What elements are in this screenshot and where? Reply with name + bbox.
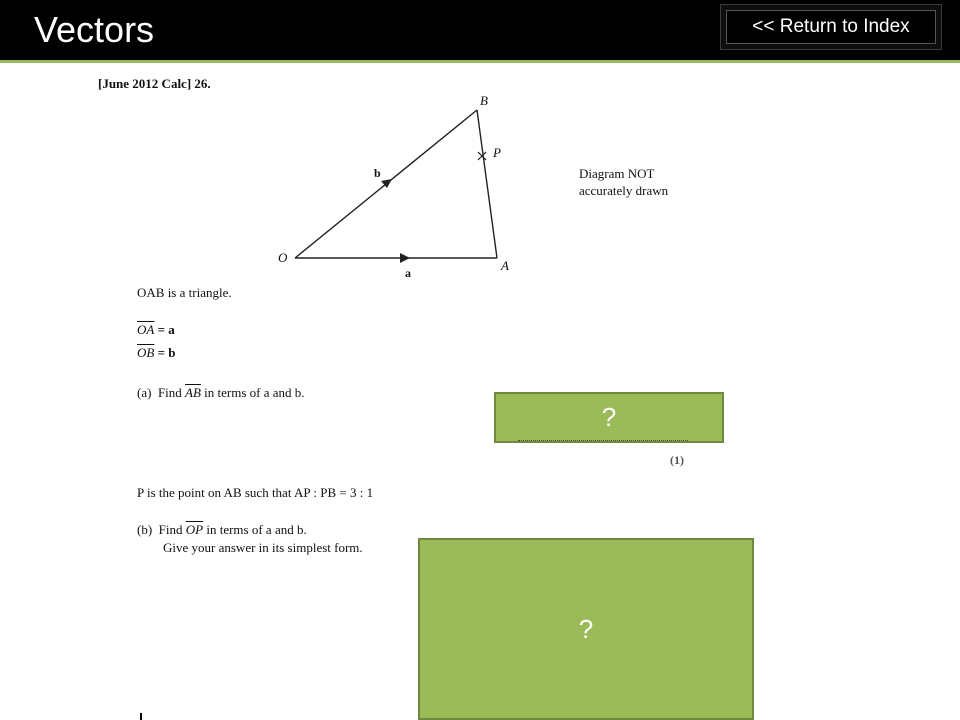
ob-value: = b [157, 345, 176, 360]
oa-vector: $\overline{OA}$ [137, 322, 155, 337]
return-to-index-label: << Return to Index [726, 10, 936, 44]
part-b-label: (b) [137, 522, 153, 537]
part-b-rest: in terms of a and b. [206, 522, 307, 537]
question-header: [June 2012 Calc] 26. [98, 76, 211, 91]
oa-value: = a [157, 322, 175, 337]
label-b: B [480, 93, 488, 108]
part-b-prompt [137, 522, 307, 538]
label-a: A [501, 258, 509, 273]
part-a-label: (a) [137, 385, 152, 400]
part-b-line2: Give your answer in its simplest form. [163, 540, 363, 555]
part-a-marks: (1) [670, 453, 684, 467]
oa-definition [137, 322, 175, 338]
label-p: P [493, 145, 501, 160]
ob-definition [137, 345, 175, 361]
ratio-text: P is the point on AB such that AP : PB = 3 : 1 [137, 485, 374, 500]
part-b-vector: $\overline{OP}$ [185, 522, 204, 537]
part-b-answer-reveal-button[interactable]: ? [418, 538, 754, 720]
part-a-rest: in terms of a and b. [204, 385, 305, 400]
ob-vector: $\overline{OB}$ [137, 345, 155, 360]
part-a-vector: $\overline{AB}$ [185, 385, 201, 400]
label-vector-b: b [374, 166, 381, 180]
intro-text: OAB is a triangle. [137, 285, 232, 300]
triangle-diagram [260, 88, 530, 288]
part-b-find: Find [158, 522, 183, 537]
arrow-a-icon [400, 253, 410, 263]
side-ab [477, 110, 497, 258]
page-mark [140, 713, 142, 720]
slide-title: Vectors [34, 9, 155, 50]
part-a-prompt [137, 385, 305, 401]
return-to-index-button[interactable] [720, 4, 942, 50]
diagram-note-line1: Diagram NOT [579, 166, 655, 181]
label-vector-a: a [405, 266, 411, 280]
header-rule [0, 60, 960, 63]
diagram-note-line2: accurately drawn [579, 183, 669, 198]
label-o: O [278, 250, 288, 265]
point-p-cross-icon [478, 152, 486, 160]
part-a-find: Find [157, 385, 182, 400]
part-a-answer-reveal-button[interactable]: ? [494, 392, 724, 443]
answer-line [518, 440, 688, 441]
